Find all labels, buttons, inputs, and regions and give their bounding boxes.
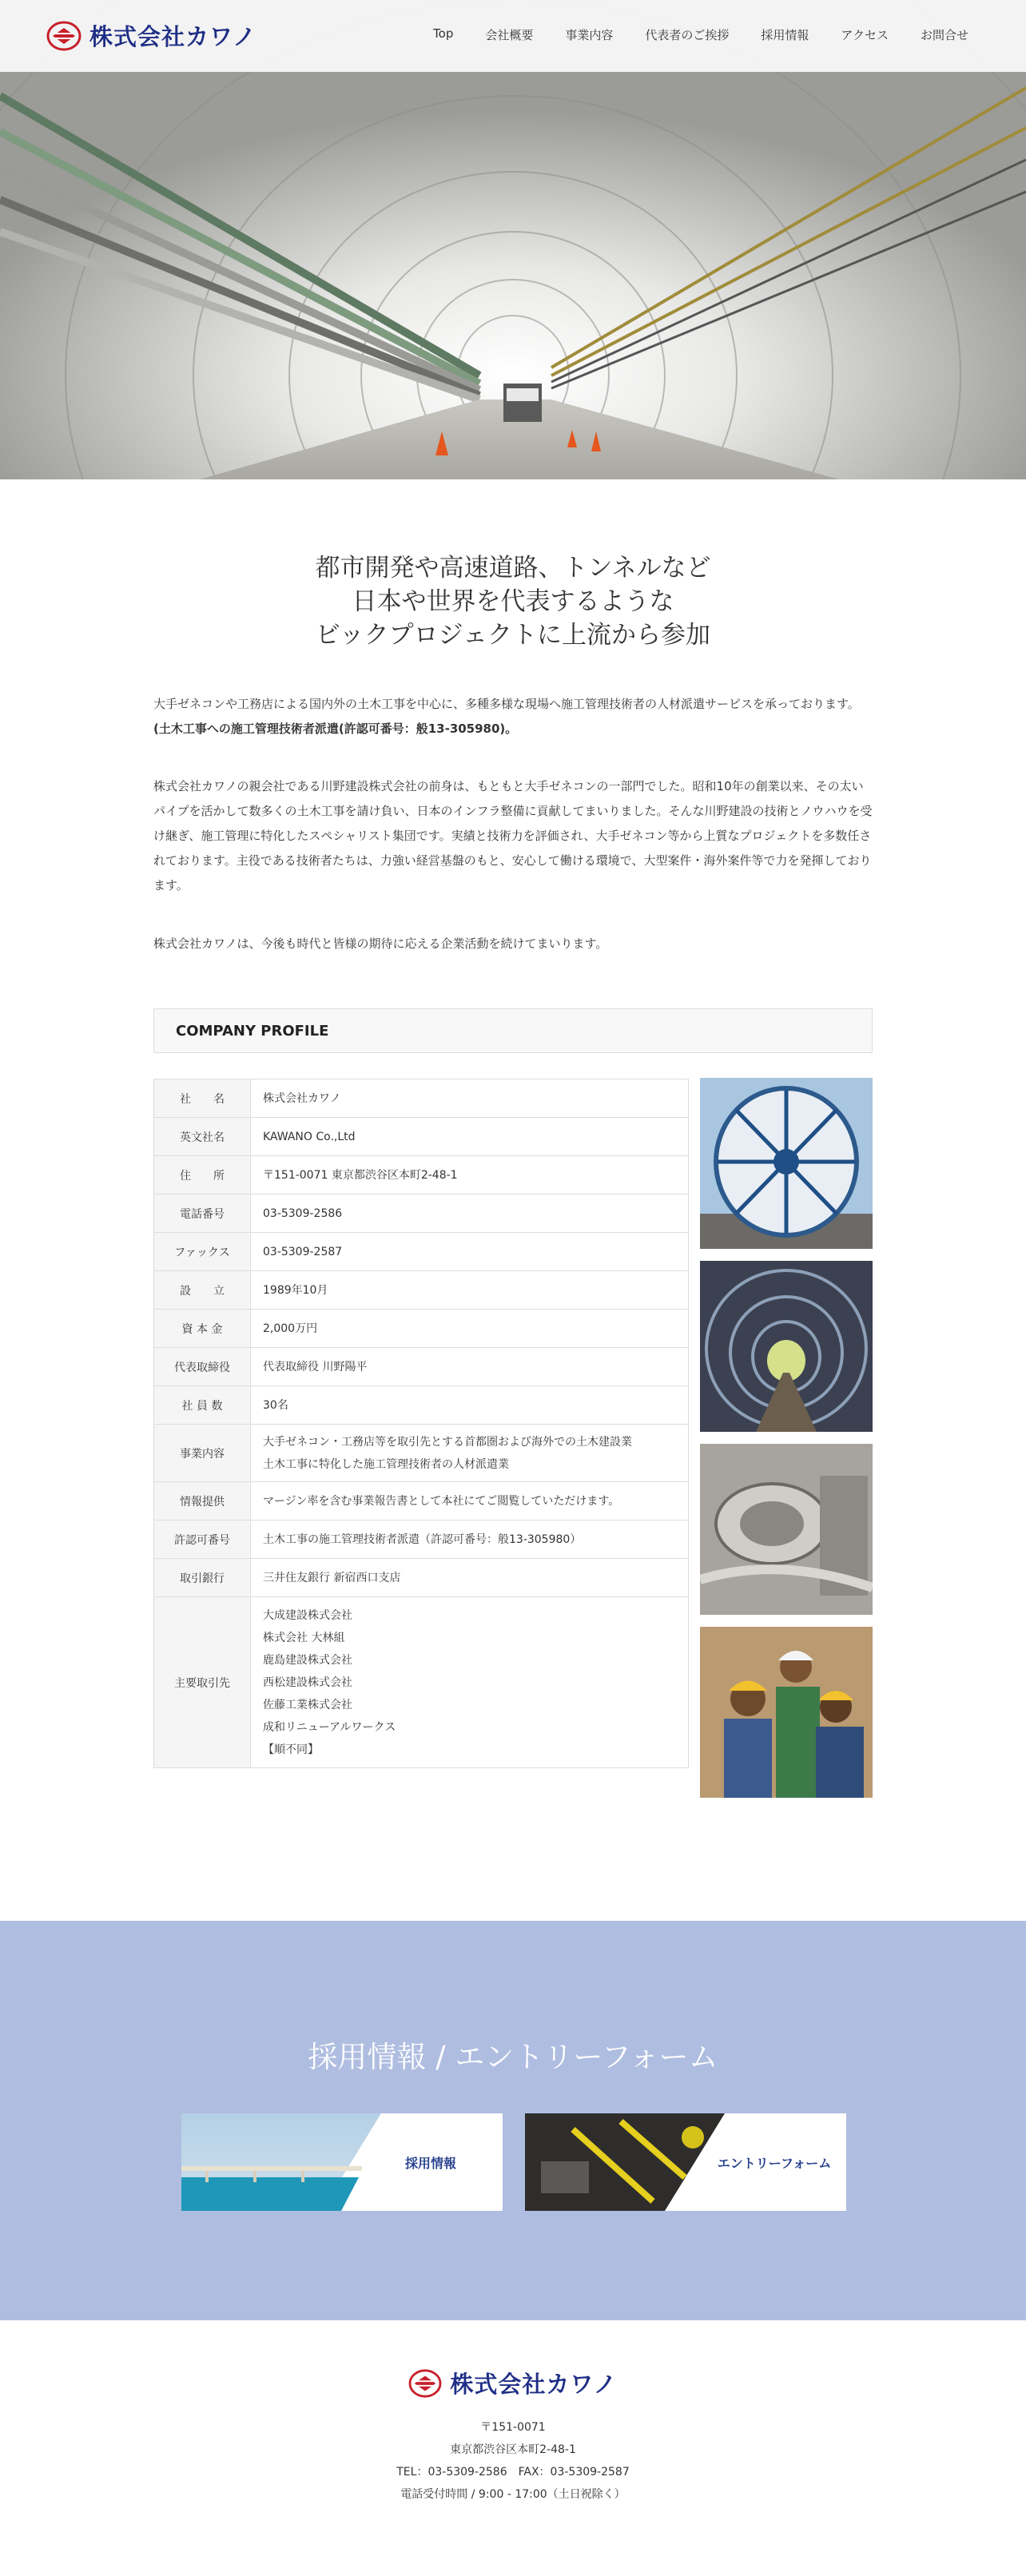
row-label: ファックス xyxy=(154,1233,251,1271)
recruit-section xyxy=(0,1921,1026,2320)
row-label: 英文社名 xyxy=(154,1118,251,1156)
client-item: 西松建設株式会社 xyxy=(263,1676,352,1689)
row-value: 株式会社カワノ xyxy=(251,1079,689,1118)
row-value: 土木工事の施工管理技術者派遣（許認可番号：般13-305980） xyxy=(251,1521,689,1559)
table-row xyxy=(154,1156,689,1195)
row-label: 情報提供 xyxy=(154,1482,251,1521)
nav-contact[interactable]: お問合せ xyxy=(920,28,968,42)
row-label: 代表取締役 xyxy=(154,1348,251,1386)
row-value: 03-5309-2587 xyxy=(251,1233,689,1271)
intro-paragraph-3: 株式会社カワノは、今後も時代と皆様の期待に応える企業活動を続けてまいります。 xyxy=(153,936,608,951)
footer-tel-fax: TEL：03-5309-2586 FAX：03-5309-2587 xyxy=(396,2466,630,2479)
table-row xyxy=(154,1597,689,1768)
clients-list xyxy=(251,1597,689,1768)
logo-mark-icon xyxy=(408,2368,442,2399)
main-navigation xyxy=(417,26,984,43)
headline-line-2: 日本や世界を代表するような xyxy=(352,587,674,616)
row-label: 設 立 xyxy=(154,1271,251,1310)
headline-line-3: ビックプロジェクトに上流から参加 xyxy=(315,621,711,650)
footer-hours: 電話受付時間 / 9:00 - 17:00（土日祝除く） xyxy=(400,2488,626,2501)
entry-form-card[interactable] xyxy=(525,2113,846,2211)
table-row xyxy=(154,1079,689,1118)
business-line-1: 大手ゼネコン・工務店等を取引先とする首都圏および海外での土木建設業 xyxy=(263,1435,632,1449)
table-row xyxy=(154,1521,689,1559)
row-label: 社 名 xyxy=(154,1079,251,1118)
client-item: 佐藤工業株式会社 xyxy=(263,1698,352,1711)
tbm-machine-photo xyxy=(700,1078,873,1249)
table-row xyxy=(154,1482,689,1521)
table-row xyxy=(154,1425,689,1482)
tunnel-ring-photo xyxy=(700,1261,873,1432)
table-row xyxy=(154,1348,689,1386)
footer-company-name: 株式会社カワノ xyxy=(450,2371,618,2398)
footer-contact-info xyxy=(0,2416,1026,2506)
footer-address: 東京都渋谷区本町2-48-1 xyxy=(450,2443,576,2456)
entry-form-label: エントリーフォーム xyxy=(717,2155,832,2171)
table-row xyxy=(154,1118,689,1156)
table-row xyxy=(154,1559,689,1597)
intro-p1-bold: (土木工事への施工管理技術者派遣(許認可番号：般13-305980)。 xyxy=(153,722,518,736)
row-label: 主要取引先 xyxy=(154,1597,251,1768)
row-label: 電話番号 xyxy=(154,1195,251,1233)
company-logo[interactable] xyxy=(46,19,256,52)
nav-greeting[interactable]: 代表者のご挨拶 xyxy=(645,28,730,42)
logo-mark-icon xyxy=(46,20,82,52)
recruit-info-card[interactable] xyxy=(181,2113,503,2211)
row-value xyxy=(251,1425,689,1482)
row-value: 〒151-0071 東京都渋谷区本町2-48-1 xyxy=(251,1156,689,1195)
client-item: 鹿島建設株式会社 xyxy=(263,1653,352,1667)
row-value: 2,000万円 xyxy=(251,1310,689,1348)
row-label: 住 所 xyxy=(154,1156,251,1195)
recruit-info-label: 採用情報 xyxy=(404,2155,456,2171)
company-profile-heading: COMPANY PROFILE xyxy=(153,1008,873,1053)
nav-top[interactable]: Top xyxy=(433,26,454,41)
workers-photo xyxy=(700,1627,873,1798)
footer-logo[interactable] xyxy=(0,2367,1026,2399)
client-item: 株式会社 大林組 xyxy=(263,1631,345,1644)
row-label: 許認可番号 xyxy=(154,1521,251,1559)
row-value: 三井住友銀行 新宿西口支店 xyxy=(251,1559,689,1597)
site-header xyxy=(0,0,1026,72)
table-row xyxy=(154,1310,689,1348)
construction-site-photo xyxy=(700,1444,873,1615)
business-line-2: 土木工事に特化した施工管理技術者の人材派遣業 xyxy=(263,1457,509,1471)
intro-p1-text: 大手ゼネコンや工務店による国内外の土木工事を中心に、多種多様な現場へ施工管理技術者の人材派遣サービスを承っております。 xyxy=(153,697,860,711)
client-item: 成和リニューアルワークス xyxy=(263,1720,396,1734)
intro-paragraph-1 xyxy=(153,692,873,741)
row-label: 事業内容 xyxy=(154,1425,251,1482)
headline-line-1: 都市開発や高速道路、トンネルなど xyxy=(315,554,711,582)
hero-image xyxy=(0,0,1026,479)
tunnel-illustration xyxy=(0,0,1026,479)
row-value: 代表取締役 川野陽平 xyxy=(251,1348,689,1386)
row-value: マージン率を含む事業報告書として本社にてご閲覧していただけます。 xyxy=(251,1482,689,1521)
row-label: 社 員 数 xyxy=(154,1386,251,1425)
intro-headline xyxy=(0,551,1026,652)
nav-recruit[interactable]: 採用情報 xyxy=(761,28,809,42)
nav-business[interactable]: 事業内容 xyxy=(565,28,614,42)
client-item: 大成建設株式会社 xyxy=(263,1608,352,1622)
table-row xyxy=(154,1195,689,1233)
profile-photos xyxy=(700,1078,873,1810)
recruit-title: 採用情報 / エントリーフォーム xyxy=(308,2040,718,2074)
row-value: 30名 xyxy=(251,1386,689,1425)
nav-company-overview[interactable]: 会社概要 xyxy=(485,28,534,42)
intro-paragraph-2: 株式会社カワノの親会社である川野建設株式会社の前身は、もともと大手ゼネコンの一部門でした。昭和10年の創業以来、その太いパイプを活かして数多くの土木工事を請け負い、日本のインフラ整備に貢献してまいりました。そんな川野建設の技術とノウハウを受け継ぎ、施工管理に特化したスペシャリスト集団です。実績と技術力を評価され、大手ゼネコン等から上質なプロジェクトを多数任されております。主役である技術者たちは、力強い経営基盤のもと、安心して働ける環境で、大型案件・海外案件等で力を発揮しております。 xyxy=(153,779,873,892)
nav-access[interactable]: アクセス xyxy=(841,28,889,42)
company-name-logo: 株式会社カワノ xyxy=(89,23,257,50)
table-row xyxy=(154,1271,689,1310)
table-row xyxy=(154,1386,689,1425)
row-label: 取引銀行 xyxy=(154,1559,251,1597)
footer-postal: 〒151-0071 xyxy=(480,2421,546,2434)
row-value: 1989年10月 xyxy=(251,1271,689,1310)
row-value: KAWANO Co.,Ltd xyxy=(251,1118,689,1156)
row-label: 資 本 金 xyxy=(154,1310,251,1348)
company-profile-table xyxy=(153,1079,689,1768)
row-value: 03-5309-2586 xyxy=(251,1195,689,1233)
client-item: 【順不同】 xyxy=(263,1743,319,1756)
table-row xyxy=(154,1233,689,1271)
